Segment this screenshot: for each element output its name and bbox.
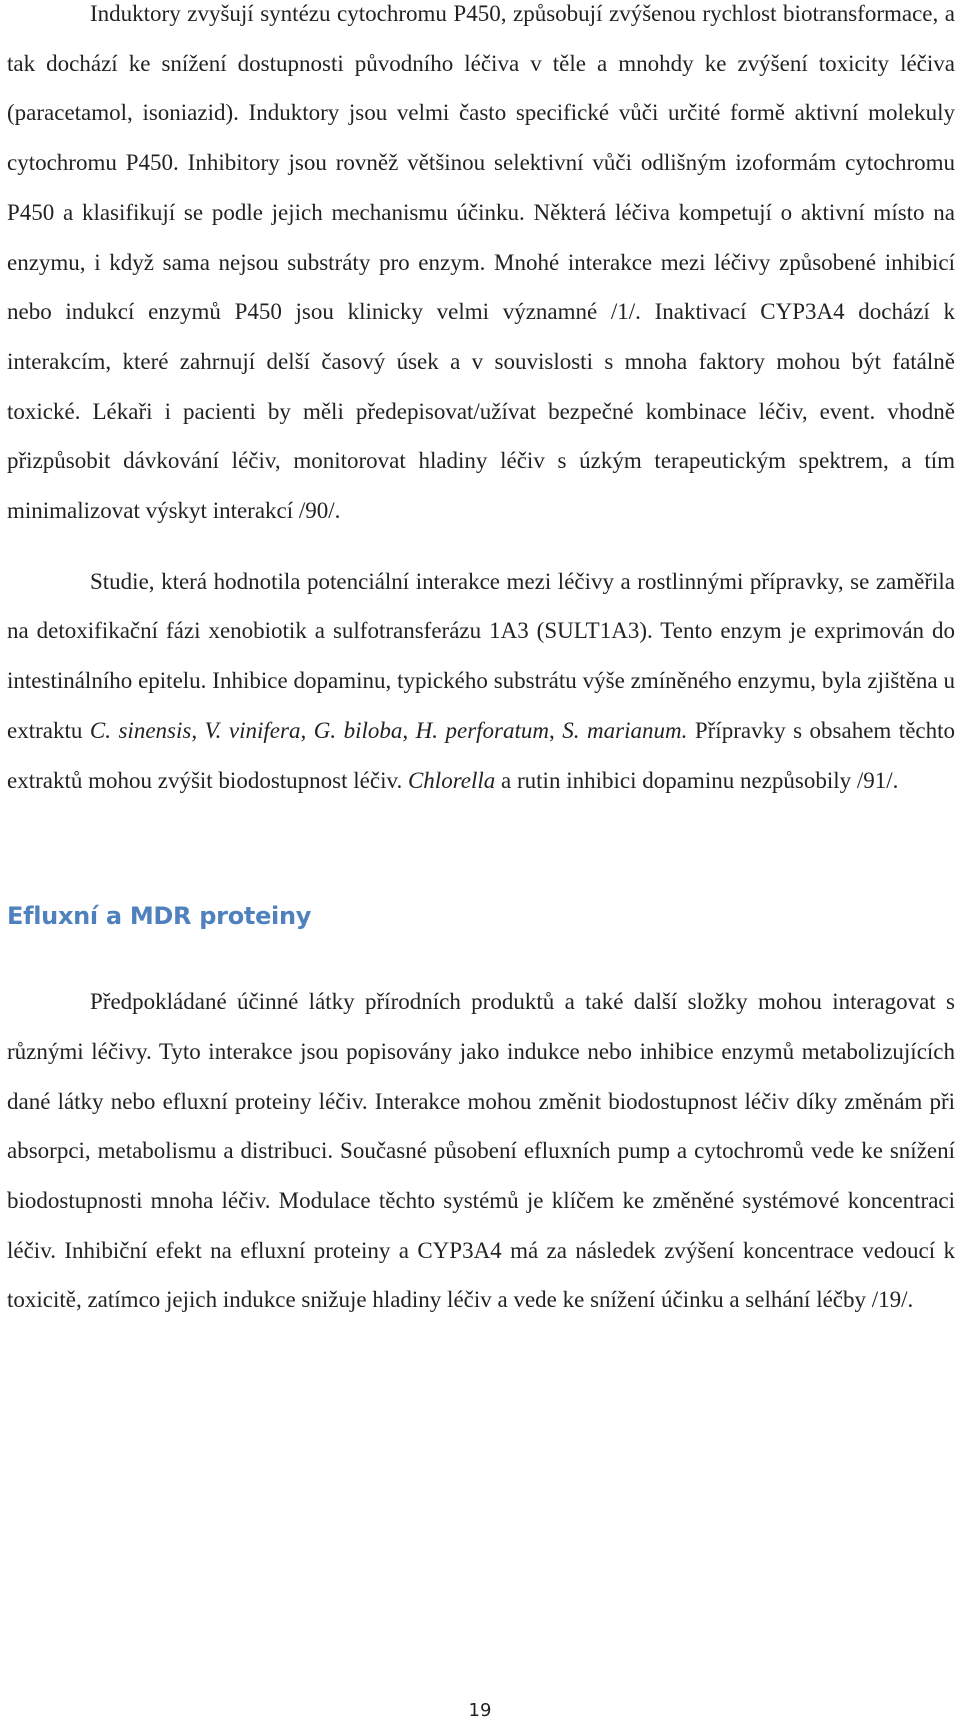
body-paragraph: Předpokládané účinné látky přírodních produktů a také další složky mohou interagovat s různými léčivy. Tyto interakce jsou popisovány jako indukce nebo inhibice enzymů metabolizujících dané látky nebo efluxní proteiny léčiv. Interakce mohou změnit biodostupnost léčiv díky změnám při absorpci, metabolismu a distribuci. Současné působení efluxních pump a cytochromů vede ke snížení biodostupnosti mnoha léčiv. Modulace těchto systémů je klíčem ke změněné systémové koncentraci léčiv. Inhibiční efekt na efluxní proteiny a CYP3A4 má za následek zvýšení koncentrace vedoucí k toxicitě, zatímco jejich indukce snižuje hladiny léčiv a vede ke snížení účinku a selhání léčby /19/. bbox=[7, 989, 955, 1313]
page-number: 19 bbox=[468, 1700, 492, 1721]
document-page bbox=[7, 0, 955, 1325]
body-paragraph: Induktory zvyšují syntézu cytochromu P450, způsobují zvýšenou rychlost biotransformace, a tak dochází ke snížení dostupnosti původního léčiva v těle a mnohdy ke zvýšení toxicity léčiva (paracetamol, isoniazid). Induktory jsou velmi často specifické vůči určité formě aktivní molekuly cytochromu P450. Inhibitory jsou rovněž většinou selektivní vůči odlišným izoformám cytochromu P450 a klasifikují se podle jejich mechanismu účinku. Některá léčiva kompetují o aktivní místo na enzymu, i když sama nejsou substráty pro enzym. Mnohé interakce mezi léčivy způsobené inhibicí nebo indukcí enzymů P450 jsou klinicky velmi významné /1/. Inaktivací CYP3A4 dochází k interakcím, které zahrnují delší časový úsek a v souvislosti s mnoha faktory mohou být fatálně toxické. Lékaři i pacienti by měli předepisovat/užívat bezpečné kombinace léčiv, event. vhodně přizpůsobit dávkování léčiv, monitorovat hladiny léčiv s úzkým terapeutickým spektrem, a tím minimalizovat výskyt interakcí /90/. bbox=[7, 1, 955, 524]
paragraph-text: Přípravky s obsahem těchto extraktů mohou zvýšit biodostupnost léčiv. bbox=[7, 717, 956, 793]
section-heading: Efluxní a MDR proteiny bbox=[7, 902, 312, 931]
paragraph-text: a rutin inhibici dopaminu nezpůsobily /91/. bbox=[495, 767, 899, 793]
species-name: Chlorella bbox=[407, 767, 496, 793]
species-list: C. sinensis, V. vinifera, G. biloba, H. perforatum, S. marianum. bbox=[89, 717, 688, 743]
body-paragraph bbox=[7, 557, 955, 806]
paragraph-text: Studie, která hodnotila potenciální interakce mezi léčivy a rostlinnými přípravky, se zaměřila na detoxifikační fázi xenobiotik a sulfotransferázu 1A3 (SULT1A3). Tento enzym je exprimován do intestinálního epitelu. Inhibice dopaminu, typického substrátu výše zmíněného enzymu, byla zjištěna u extraktu bbox=[7, 568, 955, 743]
